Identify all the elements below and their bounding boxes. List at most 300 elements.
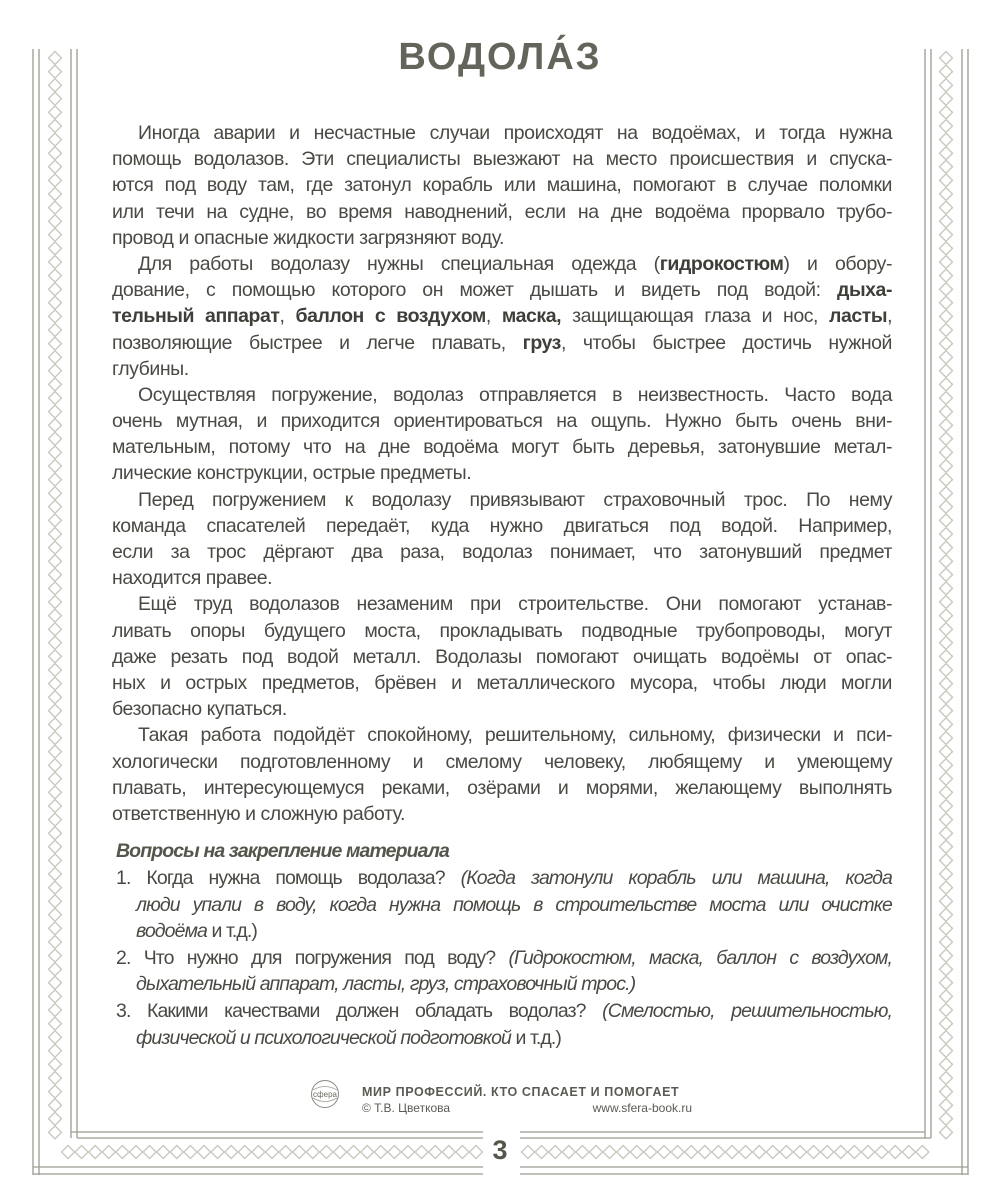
- frame-diamond: [940, 174, 953, 187]
- frame-diamond: [49, 732, 62, 745]
- frame-diamond: [49, 256, 62, 269]
- frame-diamond: [49, 718, 62, 731]
- frame-diamond: [49, 106, 62, 119]
- frame-diamond: [940, 351, 953, 364]
- paragraph-line: [112, 644, 892, 670]
- text-segment: Перед погружением к водолазу привязывают страховочный трос. По нему: [138, 488, 892, 511]
- text-segment: , чтобы быстрее достичь нужной: [560, 331, 893, 354]
- logo-text: сфера: [313, 1090, 337, 1099]
- frame-diamond: [940, 827, 953, 840]
- text-segment: Ещё труд водолазов незаменим при строительстве. Они помогают устанав-: [138, 593, 892, 616]
- article-body: [112, 120, 892, 827]
- frame-diamond: [388, 1146, 401, 1159]
- frame-diamond: [739, 1146, 752, 1159]
- frame-diamond: [252, 1146, 265, 1159]
- text-segment: Для работы водолазу нужны специальная одежда (: [138, 252, 660, 275]
- frame-diamond: [49, 650, 62, 663]
- frame-diamond: [49, 636, 62, 649]
- frame-diamond: [940, 1072, 953, 1085]
- paragraph-line: [112, 146, 892, 172]
- frame-diamond: [940, 677, 953, 690]
- frame-diamond: [940, 133, 953, 146]
- frame-diamond: [940, 1017, 953, 1030]
- paragraph-line: [112, 539, 892, 565]
- frame-diamond: [266, 1146, 279, 1159]
- frame-diamond: [940, 160, 953, 173]
- text-segment: ,: [279, 305, 296, 328]
- text-segment: помощь водолазов. Эти специалисты выезжают на место происшествия и спуска-: [112, 148, 892, 171]
- frame-diamond: [698, 1146, 711, 1159]
- frame-diamond: [940, 473, 953, 486]
- frame-diamond: [562, 1146, 575, 1159]
- question-line: [116, 892, 892, 919]
- frame-diamond: [238, 1146, 251, 1159]
- frame-diamond: [49, 337, 62, 350]
- frame-diamond: [49, 840, 62, 853]
- text-segment: ,: [887, 305, 893, 328]
- frame-diamond: [49, 419, 62, 432]
- paragraph-line: [112, 382, 892, 408]
- paragraph-line: [112, 722, 892, 748]
- question-line: [116, 971, 892, 998]
- frame-diamond: [49, 541, 62, 554]
- frame-diamond: [198, 1146, 211, 1159]
- frame-diamond: [940, 718, 953, 731]
- frame-diamond: [630, 1146, 643, 1159]
- frame-diamond: [940, 664, 953, 677]
- frame-diamond: [49, 446, 62, 459]
- frame-diamond: [576, 1146, 589, 1159]
- frame-diamond: [940, 364, 953, 377]
- question-line: [116, 918, 892, 945]
- frame-diamond: [766, 1146, 779, 1159]
- frame-diamond: [49, 460, 62, 473]
- frame-diamond: [49, 405, 62, 418]
- frame-diamond: [916, 1146, 929, 1159]
- frame-diamond: [49, 1099, 62, 1112]
- frame-diamond: [940, 800, 953, 813]
- publisher-url[interactable]: www.sfera-book.ru: [592, 1101, 692, 1115]
- frame-diamond: [940, 541, 953, 554]
- frame-diamond: [361, 1146, 374, 1159]
- frame-diamond: [940, 188, 953, 201]
- frame-diamond: [347, 1146, 360, 1159]
- frame-diamond: [644, 1146, 657, 1159]
- frame-diamond: [940, 609, 953, 622]
- frame-diamond: [49, 1058, 62, 1071]
- frame-diamond: [940, 881, 953, 894]
- question-text: 3. Какими качествами должен обладать водолаз?: [116, 999, 603, 1022]
- text-segment: глубины.: [112, 357, 189, 380]
- text-segment: защищающая глаза и нос,: [561, 305, 830, 328]
- frame-diamond: [49, 310, 62, 323]
- paragraph-line: [112, 172, 892, 198]
- frame-diamond: [49, 786, 62, 799]
- frame-diamond: [293, 1146, 306, 1159]
- text-segment: ,: [485, 305, 502, 328]
- frame-diamond: [429, 1146, 442, 1159]
- frame-diamond: [940, 310, 953, 323]
- frame-diamond: [49, 1126, 62, 1139]
- paragraph-line: [112, 434, 892, 460]
- answer-text: люди упали в воду, когда нужна помощь в строительстве моста или очистке: [136, 893, 892, 916]
- frame-diamond: [940, 854, 953, 867]
- frame-diamond: [794, 1146, 807, 1159]
- text-segment: команда спасателей передаёт, куда нужно двигаться под водой. Например,: [112, 514, 892, 537]
- frame-diamond: [940, 419, 953, 432]
- text-segment: даже резать под водой металл. Водолазы помогают очищать водоёмы от опас-: [112, 645, 892, 668]
- frame-diamond: [49, 228, 62, 241]
- text-segment: ются под воду там, где затонул корабль или машина, помогают в случае поломки: [112, 174, 892, 197]
- paragraph-line: [112, 775, 892, 801]
- frame-diamond: [49, 895, 62, 908]
- frame-diamond: [940, 1058, 953, 1071]
- frame-diamond: [49, 1017, 62, 1030]
- frame-diamond: [49, 555, 62, 568]
- review-questions: [116, 838, 892, 1051]
- frame-diamond: [940, 283, 953, 296]
- frame-diamond: [940, 201, 953, 214]
- paragraph-line: [112, 225, 892, 251]
- frame-diamond: [902, 1146, 915, 1159]
- text-segment: безопасно купаться.: [112, 698, 287, 721]
- frame-diamond: [49, 147, 62, 160]
- paragraph-line: [112, 460, 892, 486]
- text-segment: лические конструкции, острые предметы.: [112, 462, 472, 485]
- frame-diamond: [62, 1146, 75, 1159]
- frame-diamond: [49, 174, 62, 187]
- paragraph-line: [112, 618, 892, 644]
- frame-diamond: [402, 1146, 415, 1159]
- questions-list: [116, 865, 892, 1051]
- bold-term: ласты: [829, 305, 888, 328]
- frame-diamond: [848, 1146, 861, 1159]
- frame-diamond: [875, 1146, 888, 1159]
- frame-diamond: [49, 936, 62, 949]
- frame-diamond: [49, 854, 62, 867]
- frame-diamond: [49, 908, 62, 921]
- bold-term: дыха-: [837, 279, 892, 302]
- frame-diamond: [940, 378, 953, 391]
- text-segment: очень мутная, и приходится ориентироваться на ощупь. Нужно быть очень вни-: [112, 410, 892, 433]
- question-text: и т.д.): [206, 920, 257, 943]
- frame-diamond: [49, 813, 62, 826]
- bold-term: гидрокостюм: [659, 252, 784, 275]
- frame-diamond: [940, 1112, 953, 1125]
- frame-diamond: [940, 922, 953, 935]
- frame-diamond: [49, 215, 62, 228]
- frame-diamond: [834, 1146, 847, 1159]
- frame-diamond: [940, 337, 953, 350]
- frame-diamond: [49, 242, 62, 255]
- text-segment: ных и острых предметов, брёвен и металлического мусора, чтобы люди могли: [112, 671, 892, 694]
- frame-diamond: [549, 1146, 562, 1159]
- answer-text: физической и психологической подготовкой: [136, 1026, 511, 1049]
- frame-diamond: [49, 976, 62, 989]
- frame-diamond: [617, 1146, 630, 1159]
- frame-diamond: [225, 1146, 238, 1159]
- text-segment: дование, с помощью которого он может дышать и видеть под водой:: [112, 279, 838, 302]
- frame-diamond: [940, 732, 953, 745]
- frame-diamond: [49, 79, 62, 92]
- frame-diamond: [49, 160, 62, 173]
- frame-diamond: [807, 1146, 820, 1159]
- frame-diamond: [940, 963, 953, 976]
- paragraph-line: [112, 513, 892, 539]
- frame-diamond: [49, 324, 62, 337]
- frame-diamond: [940, 487, 953, 500]
- paragraph-line: [112, 696, 892, 722]
- paragraph-line: [112, 120, 892, 146]
- paragraph-line: [112, 801, 892, 827]
- frame-diamond: [940, 514, 953, 527]
- frame-diamond: [940, 1085, 953, 1098]
- text-segment: ливать опоры будущего моста, прокладывать подводные трубопроводы, могут: [112, 619, 892, 642]
- frame-diamond: [49, 120, 62, 133]
- frame-diamond: [940, 296, 953, 309]
- frame-diamond: [940, 215, 953, 228]
- frame-diamond: [49, 677, 62, 690]
- frame-diamond: [940, 949, 953, 962]
- frame-diamond: [49, 1031, 62, 1044]
- question-line: [116, 1025, 892, 1052]
- paragraph-line: [112, 277, 892, 303]
- text-segment: ответственную и сложную работу.: [112, 802, 405, 825]
- text-segment: или течи на судне, во время наводнений, если на дне водоёма прорвало трубо-: [112, 200, 892, 223]
- answer-text: (Смелостью, решительностью,: [602, 999, 892, 1022]
- paragraph-line: [112, 303, 892, 329]
- frame-diamond: [940, 582, 953, 595]
- frame-diamond: [442, 1146, 455, 1159]
- question-text: и т.д.): [511, 1026, 562, 1049]
- frame-diamond: [184, 1146, 197, 1159]
- frame-diamond: [374, 1146, 387, 1159]
- paragraph-line: [112, 749, 892, 775]
- frame-diamond: [334, 1146, 347, 1159]
- paragraph-line: [112, 565, 892, 591]
- frame-diamond: [49, 800, 62, 813]
- page-number: 3: [492, 1135, 508, 1165]
- frame-diamond: [940, 1004, 953, 1017]
- frame-diamond: [49, 1072, 62, 1085]
- paragraph-line: [112, 487, 892, 513]
- frame-diamond: [862, 1146, 875, 1159]
- frame-diamond: [130, 1146, 143, 1159]
- frame-diamond: [940, 392, 953, 405]
- question-line: [116, 945, 892, 972]
- paragraph-line: [112, 408, 892, 434]
- page-title: ВОДОЛА́З: [398, 36, 602, 78]
- frame-diamond: [49, 759, 62, 772]
- text-segment: хологически подготовленному и смелому человеку, любящему и умеющему: [112, 750, 892, 773]
- frame-diamond: [940, 147, 953, 160]
- paragraph-line: [112, 251, 892, 277]
- answer-text: (Когда затонули корабль или машина, когда: [460, 867, 892, 889]
- frame-diamond: [49, 623, 62, 636]
- frame-diamond: [49, 269, 62, 282]
- frame-diamond: [49, 378, 62, 391]
- frame-diamond: [49, 201, 62, 214]
- frame-diamond: [49, 596, 62, 609]
- answer-text: водоёма: [136, 920, 207, 943]
- frame-diamond: [940, 1099, 953, 1112]
- frame-diamond: [940, 432, 953, 445]
- frame-diamond: [75, 1146, 88, 1159]
- answer-text: дыхательный аппарат, ласты, груз, страховочный трос.): [136, 973, 636, 996]
- frame-diamond: [49, 664, 62, 677]
- frame-diamond: [49, 351, 62, 364]
- frame-diamond: [753, 1146, 766, 1159]
- series-title: МИР ПРОФЕССИЙ. КТО СПАСАЕТ И ПОМОГАЕТ: [362, 1085, 680, 1099]
- frame-diamond: [940, 813, 953, 826]
- frame-diamond: [940, 596, 953, 609]
- frame-diamond: [940, 120, 953, 133]
- frame-diamond: [940, 759, 953, 772]
- text-segment: находится правее.: [112, 567, 273, 590]
- frame-diamond: [49, 283, 62, 296]
- paragraph-line: [112, 330, 892, 356]
- frame-diamond: [712, 1146, 725, 1159]
- answer-text: (Гидрокостюм, маска, баллон с воздухом,: [508, 946, 892, 969]
- frame-diamond: [49, 500, 62, 513]
- bold-term: баллон с воздухом: [295, 305, 486, 328]
- frame-diamond: [89, 1146, 102, 1159]
- frame-diamond: [49, 1112, 62, 1125]
- frame-diamond: [49, 868, 62, 881]
- frame-diamond: [49, 1004, 62, 1017]
- frame-diamond: [671, 1146, 684, 1159]
- frame-diamond: [49, 296, 62, 309]
- text-segment: провод и опасные жидкости загрязняют воду.: [112, 226, 505, 249]
- text-segment: плавать, интересующемуся реками, озёрами и морями, желающему выполнять: [112, 776, 892, 799]
- frame-diamond: [658, 1146, 671, 1159]
- frame-diamond: [49, 188, 62, 201]
- frame-diamond: [535, 1146, 548, 1159]
- paragraph-line: [112, 591, 892, 617]
- author-credit: © Т.В. Цветкова: [362, 1101, 451, 1115]
- frame-diamond: [49, 949, 62, 962]
- frame-diamond: [49, 568, 62, 581]
- frame-diamond: [49, 827, 62, 840]
- frame-diamond: [49, 1085, 62, 1098]
- text-segment: мательным, потому что на дне водоёма могут быть деревья, затонувшие метал-: [112, 436, 892, 459]
- frame-diamond: [49, 990, 62, 1003]
- frame-diamond: [940, 568, 953, 581]
- frame-diamond: [940, 1044, 953, 1057]
- frame-diamond: [940, 990, 953, 1003]
- frame-diamond: [940, 636, 953, 649]
- frame-diamond: [940, 555, 953, 568]
- text-segment: ) и обору-: [783, 252, 892, 275]
- frame-diamond: [940, 405, 953, 418]
- frame-diamond: [522, 1146, 535, 1159]
- frame-diamond: [49, 473, 62, 486]
- question-text: 2. Что нужно для погружения под воду?: [116, 946, 509, 969]
- frame-diamond: [211, 1146, 224, 1159]
- frame-diamond: [685, 1146, 698, 1159]
- frame-diamond: [49, 514, 62, 527]
- frame-diamond: [821, 1146, 834, 1159]
- frame-diamond: [940, 528, 953, 541]
- frame-diamond: [49, 1044, 62, 1057]
- bold-term: груз: [522, 331, 561, 354]
- frame-diamond: [456, 1146, 469, 1159]
- frame-diamond: [49, 528, 62, 541]
- frame-diamond: [940, 895, 953, 908]
- text-segment: Осуществляя погружение, водолаз отправляется в неизвестность. Часто вода: [138, 383, 892, 406]
- frame-diamond: [940, 1126, 953, 1139]
- frame-diamond: [940, 324, 953, 337]
- frame-diamond: [940, 650, 953, 663]
- frame-diamond: [49, 772, 62, 785]
- frame-diamond: [940, 1031, 953, 1044]
- frame-diamond: [116, 1146, 129, 1159]
- frame-diamond: [49, 609, 62, 622]
- frame-diamond: [470, 1146, 483, 1159]
- paragraph-line: [112, 199, 892, 225]
- frame-diamond: [49, 704, 62, 717]
- frame-diamond: [889, 1146, 902, 1159]
- question-text: 1. Когда нужна помощь водолаза?: [116, 867, 461, 889]
- frame-diamond: [49, 92, 62, 105]
- frame-diamond: [940, 79, 953, 92]
- frame-diamond: [102, 1146, 115, 1159]
- frame-diamond: [590, 1146, 603, 1159]
- frame-diamond: [306, 1146, 319, 1159]
- frame-diamond: [940, 786, 953, 799]
- frame-diamond: [603, 1146, 616, 1159]
- frame-diamond: [940, 936, 953, 949]
- bold-term: тельный аппарат: [112, 305, 280, 328]
- frame-diamond: [49, 432, 62, 445]
- frame-diamond: [49, 582, 62, 595]
- frame-diamond: [940, 976, 953, 989]
- frame-diamond: [940, 908, 953, 921]
- frame-diamond: [940, 623, 953, 636]
- frame-diamond: [940, 745, 953, 758]
- frame-diamond: [726, 1146, 739, 1159]
- frame-diamond: [940, 772, 953, 785]
- text-segment: если за трос дёргают два раза, водолаз понимает, что затонувший предмет: [112, 541, 892, 563]
- frame-diamond: [320, 1146, 333, 1159]
- frame-diamond: [49, 133, 62, 146]
- frame-diamond: [940, 500, 953, 513]
- bold-term: маска,: [501, 305, 562, 328]
- frame-diamond: [49, 963, 62, 976]
- paragraph-line: [112, 356, 892, 382]
- frame-diamond: [940, 840, 953, 853]
- question-line: [116, 865, 892, 892]
- frame-diamond: [49, 364, 62, 377]
- questions-heading: Вопросы на закрепление материала: [116, 840, 449, 862]
- frame-diamond: [940, 691, 953, 704]
- question-line: [116, 998, 892, 1025]
- frame-diamond: [415, 1146, 428, 1159]
- frame-diamond: [940, 242, 953, 255]
- text-segment: Такая работа подойдёт спокойному, решительному, сильному, физически и пси-: [138, 724, 892, 747]
- publisher-logo: [310, 1079, 340, 1109]
- text-segment: позволяющие быстрее и легче плавать,: [112, 331, 523, 354]
- text-segment: Иногда аварии и несчастные случаи происходят на водоёмах, и тогда нужна: [138, 122, 892, 144]
- frame-diamond: [940, 106, 953, 119]
- frame-diamond: [49, 691, 62, 704]
- frame-diamond: [940, 269, 953, 282]
- frame-diamond: [780, 1146, 793, 1159]
- frame-diamond: [49, 392, 62, 405]
- frame-diamond: [940, 704, 953, 717]
- paragraph-line: [112, 670, 892, 696]
- frame-diamond: [49, 922, 62, 935]
